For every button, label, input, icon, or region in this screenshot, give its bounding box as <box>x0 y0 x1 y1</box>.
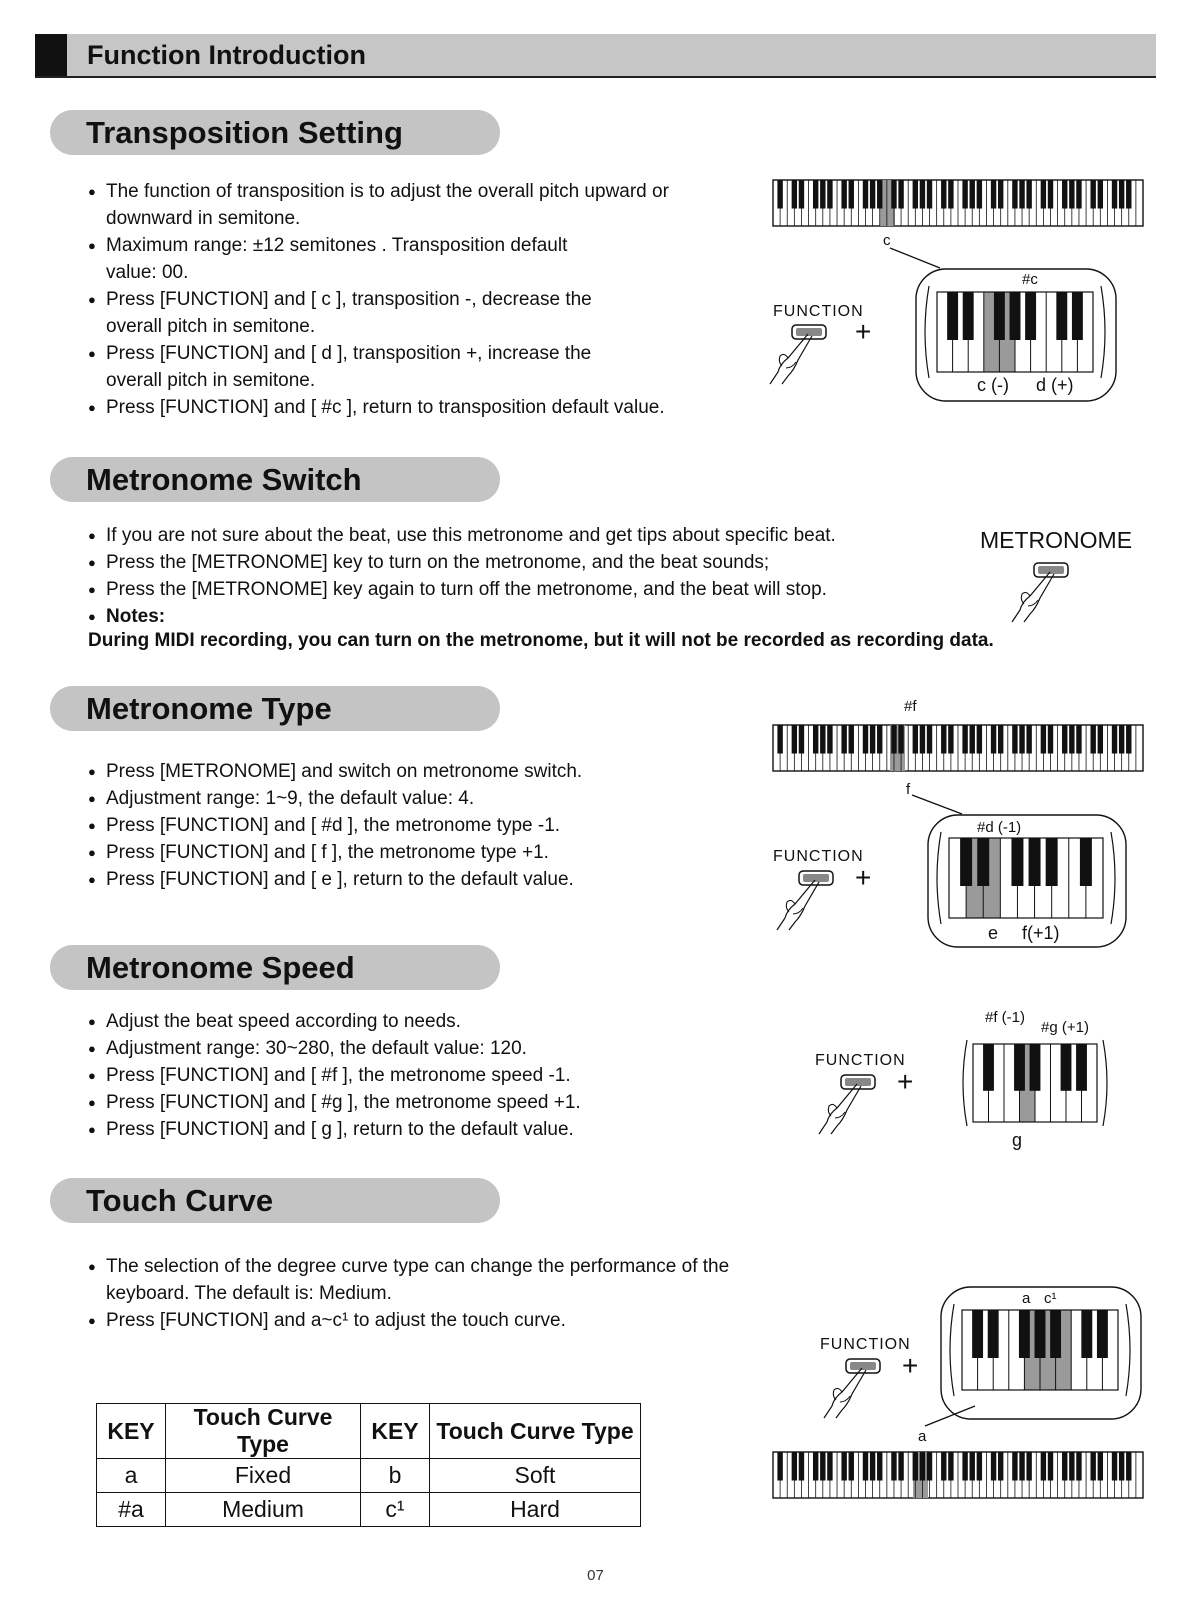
plus-sign: + <box>855 862 872 893</box>
list-item: ● Press [FUNCTION] and [ c ], transposition -, decrease the overall pitch in semitone. <box>88 286 631 340</box>
function-label: FUNCTION <box>773 303 864 320</box>
key-label-c1: c¹ <box>1044 1290 1057 1307</box>
list-item: ● Press [FUNCTION] and a~c¹ to adjust the touch curve. <box>88 1307 778 1334</box>
key-label-g: g <box>1012 1130 1023 1150</box>
list-item: ● Adjustment range: 1~9, the default value: 4. <box>88 785 708 812</box>
list-item: ● Adjustment range: 30~280, the default value: 120. <box>88 1035 708 1062</box>
key-label-a-bottom: a <box>918 1428 927 1445</box>
key-label-c: c <box>883 232 891 249</box>
section-title-transposition: Transposition Setting <box>50 110 500 155</box>
list-item: ● Press [METRONOME] and switch on metronome switch. <box>88 758 708 785</box>
list-item: ● Press [FUNCTION] and [ #c ], return to transposition default value. <box>88 394 708 421</box>
key-label-d-plus: d (+) <box>1036 375 1074 395</box>
plus-sign: + <box>902 1350 919 1381</box>
table-cell: Hard <box>430 1493 641 1527</box>
section-title-metronome-type: Metronome Type <box>50 686 500 731</box>
metronome-note: During MIDI recording, you can turn on the metronome, but it will not be recorded as recording data. <box>88 630 994 651</box>
key-label-sharp-f: #f <box>904 698 917 715</box>
function-label: FUNCTION <box>815 1052 906 1069</box>
list-item: ● Press the [METRONOME] key again to turn off the metronome, and the beat will stop. <box>88 576 968 603</box>
table-cell: Medium <box>166 1493 361 1527</box>
key-label-e: e <box>988 923 999 943</box>
key-label-sharp-d: #d (-1) <box>977 819 1022 836</box>
key-label-sharp-f-minus: #f (-1) <box>985 1009 1026 1026</box>
key-label-sharp-g-plus: #g (+1) <box>1041 1019 1089 1036</box>
table-cell: #a <box>97 1493 166 1527</box>
plus-sign: + <box>897 1066 914 1097</box>
list-item: ● Adjust the beat speed according to needs. <box>88 1008 708 1035</box>
section-title-metronome-switch: Metronome Switch <box>50 457 500 502</box>
list-item: ● If you are not sure about the beat, use this metronome and get tips about specific beat. <box>88 522 968 549</box>
function-label: FUNCTION <box>820 1336 911 1353</box>
list-item: ● The selection of the degree curve type can change the performance of the keyboard. The default is: Medium. <box>88 1253 778 1307</box>
list-item: ● The function of transposition is to adjust the overall pitch upward or downward in semitone. <box>88 178 708 232</box>
key-label-c-minus: c (-) <box>977 375 1009 395</box>
table-cell: b <box>361 1459 430 1493</box>
table-cell: Fixed <box>166 1459 361 1493</box>
section-title-touch-curve: Touch Curve <box>50 1178 500 1223</box>
table-header: Touch Curve Type <box>166 1404 361 1459</box>
page-number: 07 <box>587 1567 604 1584</box>
table-cell: a <box>97 1459 166 1493</box>
function-label: FUNCTION <box>773 848 864 865</box>
key-label-f: f <box>906 781 911 798</box>
touch-curve-keyboard-strip <box>773 1452 1143 1500</box>
list-item: ● Press [FUNCTION] and [ d ], transposition +, increase the overall pitch in semitone. <box>88 340 631 394</box>
key-label-a: a <box>1022 1290 1031 1307</box>
key-label-sharp-c: #c <box>1022 271 1038 288</box>
table-header: KEY <box>361 1404 430 1459</box>
section-title-metronome-speed: Metronome Speed <box>50 945 500 990</box>
list-item: ● Press the [METRONOME] key to turn on the metronome, and the beat sounds; <box>88 549 968 576</box>
list-item: ● Press [FUNCTION] and [ e ], return to the default value. <box>88 866 708 893</box>
list-item: ● Press [FUNCTION] and [ #d ], the metronome type -1. <box>88 812 708 839</box>
list-item: ● Press [FUNCTION] and [ g ], return to the default value. <box>88 1116 708 1143</box>
metronome-label: METRONOME <box>980 527 1133 553</box>
table-header: KEY <box>97 1404 166 1459</box>
list-item: ● Press [FUNCTION] and [ #f ], the metronome speed -1. <box>88 1062 708 1089</box>
table-header: Touch Curve Type <box>430 1404 641 1459</box>
list-item: ● Maximum range: ±12 semitones . Transposition default value: 00. <box>88 232 611 286</box>
key-label-f-plus: f(+1) <box>1022 923 1060 943</box>
table-cell: c¹ <box>361 1493 430 1527</box>
page-title: Function Introduction <box>87 40 366 70</box>
plus-sign: + <box>855 316 872 347</box>
table-cell: Soft <box>430 1459 641 1493</box>
list-item: ● Press [FUNCTION] and [ f ], the metronome type +1. <box>88 839 708 866</box>
list-item: ● Press [FUNCTION] and [ #g ], the metronome speed +1. <box>88 1089 708 1116</box>
list-item: ● Notes: <box>88 603 968 630</box>
